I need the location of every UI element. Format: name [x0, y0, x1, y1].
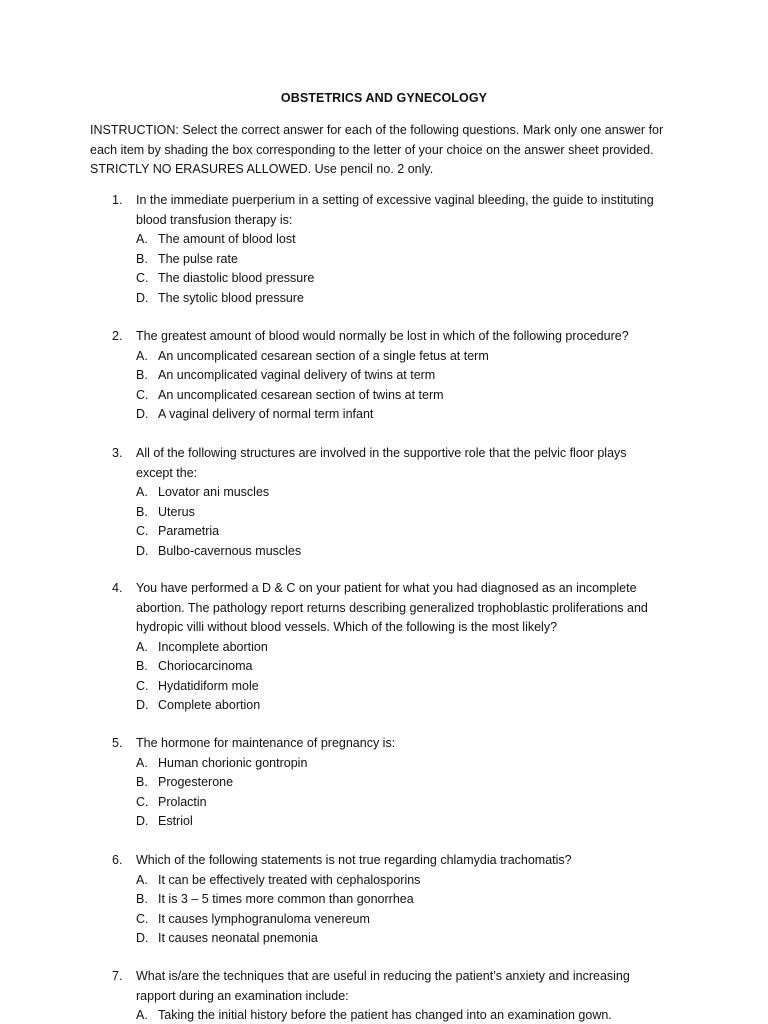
- question-stem-line: What is/are the techniques that are useful in reducing the patient’s anxiety and increasing: [136, 969, 630, 983]
- option-text: The amount of blood lost: [158, 232, 296, 246]
- option-letter: D.: [136, 698, 149, 712]
- option-letter: B.: [136, 892, 148, 906]
- question-number: 6.: [112, 853, 123, 867]
- question-stem-line: Which of the following statements is not true regarding chlamydia trachomatis?: [136, 853, 572, 867]
- option-text: The pulse rate: [158, 251, 238, 266]
- option-text: The diastolic blood pressure: [158, 271, 315, 285]
- question-stem-line: hydropic villi without blood vessels. Which of the following is the most likely?: [136, 620, 558, 634]
- option-text: Bulbo-cavernous muscles: [158, 543, 302, 558]
- option-letter: A.: [136, 232, 148, 246]
- option-letter: D.: [136, 290, 149, 305]
- document-title: OBSTETRICS AND GYNECOLOGY: [280, 91, 488, 105]
- option-text: Complete abortion: [158, 698, 261, 712]
- question-number: 2.: [112, 329, 123, 343]
- option-letter: D.: [136, 407, 149, 421]
- question-stem-line: In the immediate puerperium in a setting of excessive vaginal bleeding, the guide to instituting: [136, 193, 654, 207]
- option-text: Uterus: [158, 504, 195, 519]
- option-text: Choriocarcinoma: [158, 659, 253, 673]
- option-letter: D.: [136, 543, 149, 558]
- question-stem-line: rapport during an examination include:: [136, 988, 349, 1003]
- option-letter: A.: [136, 872, 148, 887]
- option-text: Human chorionic gontropin: [158, 755, 308, 770]
- option-text: Parametria: [158, 524, 220, 538]
- option-letter: D.: [136, 931, 149, 945]
- question-stem-line: The greatest amount of blood would normally be lost in which of the following procedure?: [136, 329, 629, 343]
- instruction-line: each item by shading the box corresponding to the letter of your choice on the answer sheet provided.: [90, 142, 654, 157]
- option-letter: C.: [136, 911, 149, 926]
- option-letter: C.: [136, 678, 149, 693]
- option-letter: B.: [136, 504, 148, 519]
- instruction-line: INSTRUCTION: Select the correct answer for each of the following questions. Mark only one answer for: [90, 123, 664, 137]
- question-stem-line: The hormone for maintenance of pregnancy is:: [136, 736, 396, 750]
- option-letter: A.: [136, 639, 148, 654]
- option-letter: C.: [136, 387, 149, 402]
- question-number: 3.: [112, 446, 123, 460]
- option-text: Hydatidiform mole: [158, 678, 259, 693]
- option-text: Prolactin: [158, 794, 207, 809]
- question-stem-line: except the:: [136, 465, 198, 480]
- option-letter: B.: [136, 775, 148, 789]
- option-letter: B.: [136, 251, 148, 266]
- question-stem-line: abortion. The pathology report returns describing generalized trophoblastic proliferations and: [136, 600, 648, 615]
- option-text: Incomplete abortion: [158, 639, 268, 654]
- instruction-paragraph: [90, 121, 680, 180]
- option-text: Lovator ani muscles: [158, 485, 270, 499]
- question-number: 4.: [112, 581, 123, 595]
- option-text: Estriol: [158, 814, 193, 828]
- option-text: An uncomplicated vaginal delivery of twins at term: [158, 368, 436, 382]
- option-letter: C.: [136, 271, 149, 285]
- option-text: It causes neonatal pnemonia: [158, 931, 318, 945]
- question-stem-line: All of the following structures are involved in the supportive role that the pelvic floor plays: [136, 446, 627, 460]
- option-text: The sytolic blood pressure: [158, 290, 304, 305]
- question-stem-line: You have performed a D & C on your patient for what you had diagnosed as an incomplete: [136, 581, 637, 595]
- option-text: It is 3 – 5 times more common than gonorrhea: [158, 892, 414, 906]
- question-number: 5.: [112, 736, 123, 750]
- question-number: 7.: [112, 969, 123, 983]
- option-text: Progesterone: [158, 775, 234, 789]
- question-stem-line: blood transfusion therapy is:: [136, 212, 293, 227]
- option-letter: C.: [136, 794, 149, 809]
- option-letter: C.: [136, 524, 149, 538]
- option-letter: A.: [136, 755, 148, 770]
- option-text: An uncomplicated cesarean section of twins at term: [158, 387, 444, 402]
- option-letter: A.: [136, 348, 148, 363]
- option-text: An uncomplicated cesarean section of a single fetus at term: [158, 348, 489, 363]
- question-number: 1.: [112, 193, 123, 207]
- option-text: A vaginal delivery of normal term infant: [158, 407, 374, 421]
- option-letter: B.: [136, 659, 148, 673]
- option-letter: D.: [136, 814, 149, 828]
- option-text: It can be effectively treated with cephalosporins: [158, 872, 421, 887]
- instruction-line: STRICTLY NO ERASURES ALLOWED. Use pencil no. 2 only.: [90, 162, 434, 176]
- option-letter: A.: [136, 1008, 148, 1022]
- option-text: Taking the initial history before the patient has changed into an examination gown.: [158, 1008, 612, 1022]
- option-letter: B.: [136, 368, 148, 382]
- option-text: It causes lymphogranuloma venereum: [158, 911, 370, 926]
- option-letter: A.: [136, 485, 148, 499]
